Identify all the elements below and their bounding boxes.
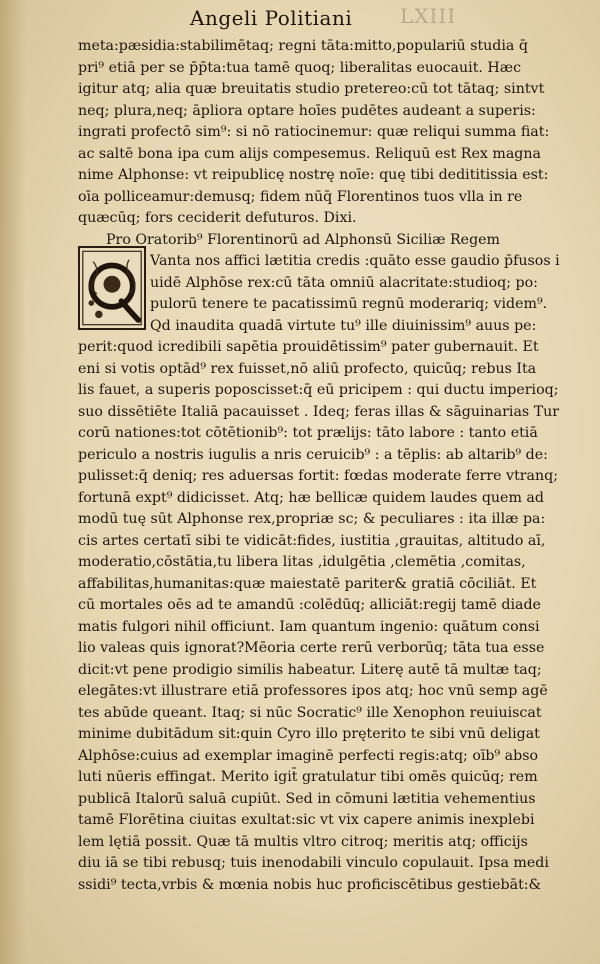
text-line-21: pulisset:q̄ deniq; res aduersas fortit: fœdas moderate ferre vtranq; bbox=[78, 468, 559, 484]
text-line-13: pulorū tenere te pacatissimū regnū moderariq; videm⁹. bbox=[150, 296, 548, 312]
page-edge-shadow bbox=[0, 0, 26, 964]
text-line-18: suo dissētiēte Italiā pacauisset . Ideq; feras illas & sāguinarias Tur bbox=[78, 403, 560, 420]
text-line-5: ingrati profectō sim⁹: si nō ratiocinemur: quæ reliqui summa fiat: bbox=[78, 124, 550, 140]
text-line-38: lem lętiā possit. Quæ tā multis vltro citroq; meritis atq; officijs bbox=[78, 833, 528, 850]
text-line-22: fortunā expt⁹ didicisset. Atq; hæ bellicæ quidem laudes quem ad bbox=[78, 489, 544, 506]
text-line-14: Qd inaudita quadā virtute tu⁹ ille diuinissim⁹ auus pe: bbox=[150, 317, 537, 334]
text-line-12: uidē Alphōse rex:cū tāta omniū alacritate:studioq; po: bbox=[150, 274, 538, 291]
text-block bbox=[78, 36, 593, 896]
text-line-34: Alphōse:cuius ad exemplar imaginē perfecti regis:atq; oīb⁹ abso bbox=[78, 747, 539, 764]
text-line-6: ac saltē bona ipa cum alijs compesemus. Reliquū est Rex magna bbox=[78, 145, 541, 162]
section-heading: Pro Oratorib⁹ Florentinorū ad Alphonsū Siciliæ Regem bbox=[106, 231, 501, 248]
text-line-11: Vanta nos affici lætitia credis :quāto esse gaudio p̄fusos i bbox=[150, 253, 560, 269]
bleed-through-folio: LXIII bbox=[400, 4, 457, 28]
text-line-9: quæcūq; fors ceciderit defuturos. Dixi. bbox=[78, 210, 357, 226]
text-line-31: elegātes:vt illustrare etiā professores ipos atq; hoc vnū semp agē bbox=[78, 683, 548, 699]
text-line-4: neq; plura,neq; āpliora optare hoīes pudētes audeant a superis: bbox=[78, 102, 536, 119]
text-line-7: nime Alphonse: vt reipublicę nostrę noīe: quę tibi dedititissia est: bbox=[78, 167, 549, 183]
text-line-29: lio valeas quis ignorat?Mēoria certe rerū verborūq; tāta tua esse bbox=[78, 640, 545, 656]
text-line-37: tamē Florētina ciuitas exultat:sic vt vix capere animis inexplebi bbox=[78, 812, 535, 828]
text-line-32: tes abūde queant. Itaq; si nūc Socratic⁹ ille Xenophon reuiuiscat bbox=[78, 704, 542, 721]
text-line-15: perit:quod icredibili sapētia prouidētissim⁹ pater gubernauit. Et bbox=[78, 339, 539, 355]
text-line-17: lis fauet, a superis poposcisset:q̄ eū pricipem : qui ductu imperioq; bbox=[78, 382, 559, 398]
text-line-16: eni si votis optād⁹ rex fuisset,nō aliū profecto, quicūq; rebus Ita bbox=[78, 360, 537, 377]
text-line-20: periculo a nostris iugulis a nris ceruicib⁹ : a tēplis: ab altarib⁹ de: bbox=[78, 446, 548, 463]
text-line-30: dicit:vt pene prodigio similis habeatur. Literę autē tā multæ taq; bbox=[78, 661, 542, 678]
text-line-36: publicā Italorū saluā cupiūt. Sed in cōmuni lætitia vehementius bbox=[78, 790, 536, 807]
text-line-33: minime dubitādum sit:quin Cyro illo pręterito te sibi vnū deligat bbox=[78, 726, 540, 742]
text-line-23: modū tuę sūt Alphonse rex,propriæ sc; & peculiares : ita illæ pa: bbox=[78, 511, 546, 527]
text-line-1: meta:pæsidia:stabilimētaq; regni tāta:mitto,populariū studia q̄ bbox=[78, 38, 528, 54]
text-line-35: luti nūeris effingat. Merito igit̄ gratulatur tibi omēs quicūq; rem bbox=[78, 769, 538, 785]
text-line-27: cū mortales oēs ad te amandū :colēdūq; alliciāt:regij tamē diade bbox=[78, 597, 541, 613]
text-line-40: ssidi⁹ tecta,vrbis & mœnia nobis huc proficiscētibus gestiebāt:& bbox=[78, 876, 542, 893]
text-line-8: oīa polliceamur:demusq; fidem nūq̄ Florentinos tuos vlla in re bbox=[78, 188, 523, 205]
text-line-19: corū nationes:tot cōtētionib⁹: tot prælijs: tāto labore : tanto etiā bbox=[78, 425, 538, 441]
text-line-25: moderatio,cōstātia,tu libera litas ,idulgētia ,clemētia ,comitas, bbox=[78, 554, 526, 570]
running-head: Angeli Politiani bbox=[190, 6, 353, 30]
text-line-24: cis artes certatī sibi te vidicāt:fides, iustitia ,grauitas, altitudo aī, bbox=[78, 532, 546, 549]
text-line-26: affabilitas,humanitas:quæ maiestatē pariter& gratiā cōciliāt. Et bbox=[78, 575, 537, 592]
text-line-28: matis fulgori nihil officiunt. Iam quantum ingenio: quātum consi bbox=[78, 618, 540, 635]
text-line-39: diu iā se tibi rebusq; tuis inenodabili vinculo copulauit. Ipsa medi bbox=[78, 855, 549, 871]
text-line-2: pri⁹ etiā per se p̄p̄ta:tua tamē quoq; liberalitas euocauit. Hæc bbox=[78, 59, 522, 76]
text-line-3: igitur atq; alia quæ breuitatis studio pretereo:cū tot tātaq; sintvt bbox=[78, 81, 545, 97]
